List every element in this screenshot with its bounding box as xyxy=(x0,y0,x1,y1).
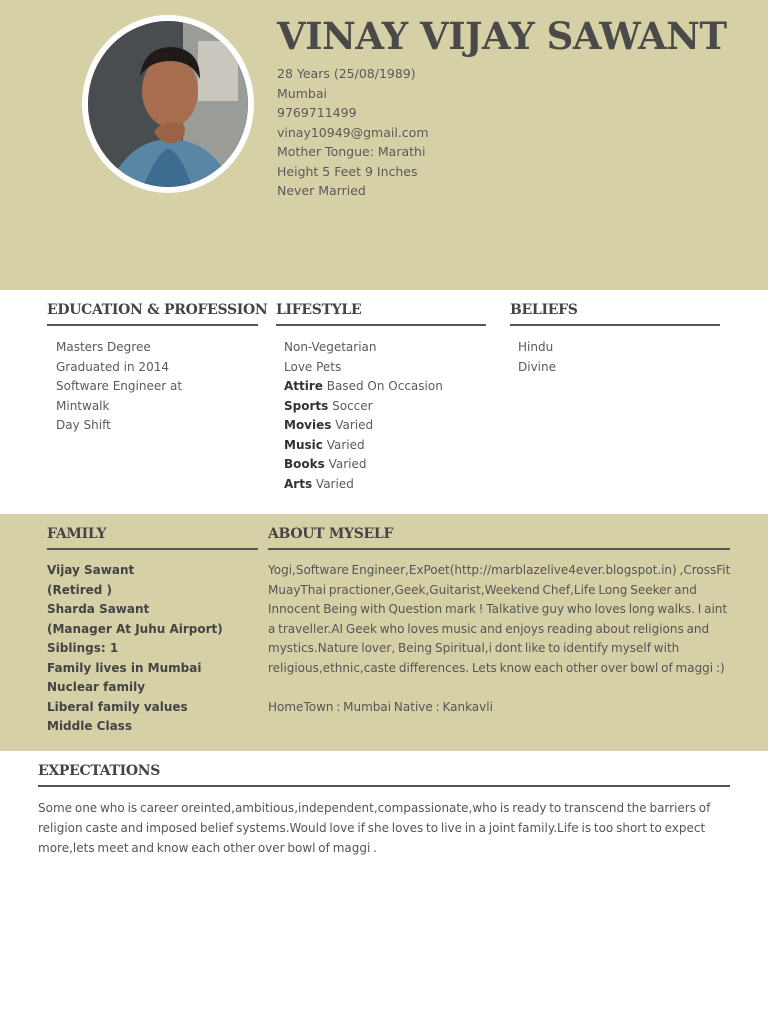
list-item: Hindu xyxy=(518,340,554,354)
age-dob: 28 Years (25/08/1989) xyxy=(277,66,416,81)
about-text: Yogi,Software Engineer,ExPoet(http://marblazelive4ever.blogspot.in) ,CrossFit MuayThai practioner,Geek,Guitarist,Weekend Chef,Life Long Seeker and Innocent Being with Question mark ! Talkative guy who loves long walks. I aint a traveller.AI Geek who loves music and enjoys reading about religions and mystics.Nature lover, Being Spiritual,i dont like to identify myself with religious,ethnic,caste differences. Lets know each other over bowl of maggi :) xyxy=(268,563,731,675)
attribute-label: Books xyxy=(284,457,325,471)
attribute-value: Varied xyxy=(315,476,354,491)
email-address: vinay10949@gmail.com xyxy=(277,124,429,140)
attribute-label: Music xyxy=(284,437,323,452)
list-item xyxy=(284,475,443,495)
list-item: Liberal family values xyxy=(47,699,188,714)
list-item: Software Engineer at xyxy=(56,379,183,393)
beliefs-list xyxy=(518,338,556,377)
about-heading: ABOUT MYSELF xyxy=(268,526,730,550)
list-item xyxy=(284,455,443,475)
list-item xyxy=(284,397,443,417)
list-item: Vijay Sawant xyxy=(47,563,135,577)
list-item: Non-Vegetarian xyxy=(284,340,377,354)
mother-tongue: Mother Tongue: Marathi xyxy=(277,144,426,159)
city: Mumbai xyxy=(277,85,327,101)
profile-photo-image xyxy=(88,21,248,187)
attribute-value: Soccer xyxy=(332,398,373,413)
list-item: Love Pets xyxy=(284,359,342,374)
attribute-label: Sports xyxy=(284,398,329,413)
marital-status: Never Married xyxy=(277,183,366,198)
list-item: Nuclear family xyxy=(47,680,146,694)
education-list xyxy=(56,338,182,436)
attribute-label: Arts xyxy=(284,476,313,491)
attribute-value: Varied xyxy=(335,418,374,432)
education-heading: EDUCATION & PROFESSION xyxy=(47,302,258,326)
list-item: Middle Class xyxy=(47,719,132,733)
list-item: Graduated in 2014 xyxy=(56,359,169,374)
profile-photo xyxy=(82,15,254,193)
list-item xyxy=(284,416,443,436)
family-heading: FAMILY xyxy=(47,526,258,550)
list-item: Divine xyxy=(518,359,556,374)
phone-number: 9769711499 xyxy=(277,105,357,120)
beliefs-heading: BELIEFS xyxy=(510,302,720,326)
expectations-heading: EXPECTATIONS xyxy=(38,763,730,787)
list-item: Siblings: 1 xyxy=(47,641,119,655)
family-list xyxy=(47,561,223,737)
list-item: Mintwalk xyxy=(56,398,110,413)
list-item: Family lives in Mumbai xyxy=(47,660,202,675)
lifestyle-list xyxy=(284,338,443,494)
attribute-label: Movies xyxy=(284,418,332,432)
expectations-text: Some one who is career oreinted,ambitious,independent,compassionate,who is ready to transcend the barriers of religion caste and imposed belief systems.Would love if she loves to live in a joint family.Life is too short to expect more,lets meet and know each other over bowl of maggi . xyxy=(38,801,711,855)
profile-name: VINAY VIJAY SAWANT xyxy=(277,14,727,58)
lifestyle-heading: LIFESTYLE xyxy=(276,302,486,326)
list-item: Sharda Sawant xyxy=(47,602,150,616)
list-item: Masters Degree xyxy=(56,340,151,354)
list-item: (Retired ) xyxy=(47,582,113,597)
attribute-value: Varied xyxy=(328,457,367,471)
list-item: (Manager At Juhu Airport) xyxy=(47,621,223,636)
height: Height 5 Feet 9 Inches xyxy=(277,163,418,179)
about-section xyxy=(268,561,732,718)
list-item xyxy=(284,436,443,456)
attribute-label: Attire xyxy=(284,379,323,393)
hometown-text: HomeTown : Mumbai Native : Kankavli xyxy=(268,700,493,714)
list-item: Day Shift xyxy=(56,418,111,432)
profile-details xyxy=(277,64,429,201)
attribute-value: Based On Occasion xyxy=(326,379,443,393)
attribute-value: Varied xyxy=(326,437,365,452)
list-item xyxy=(284,377,443,397)
